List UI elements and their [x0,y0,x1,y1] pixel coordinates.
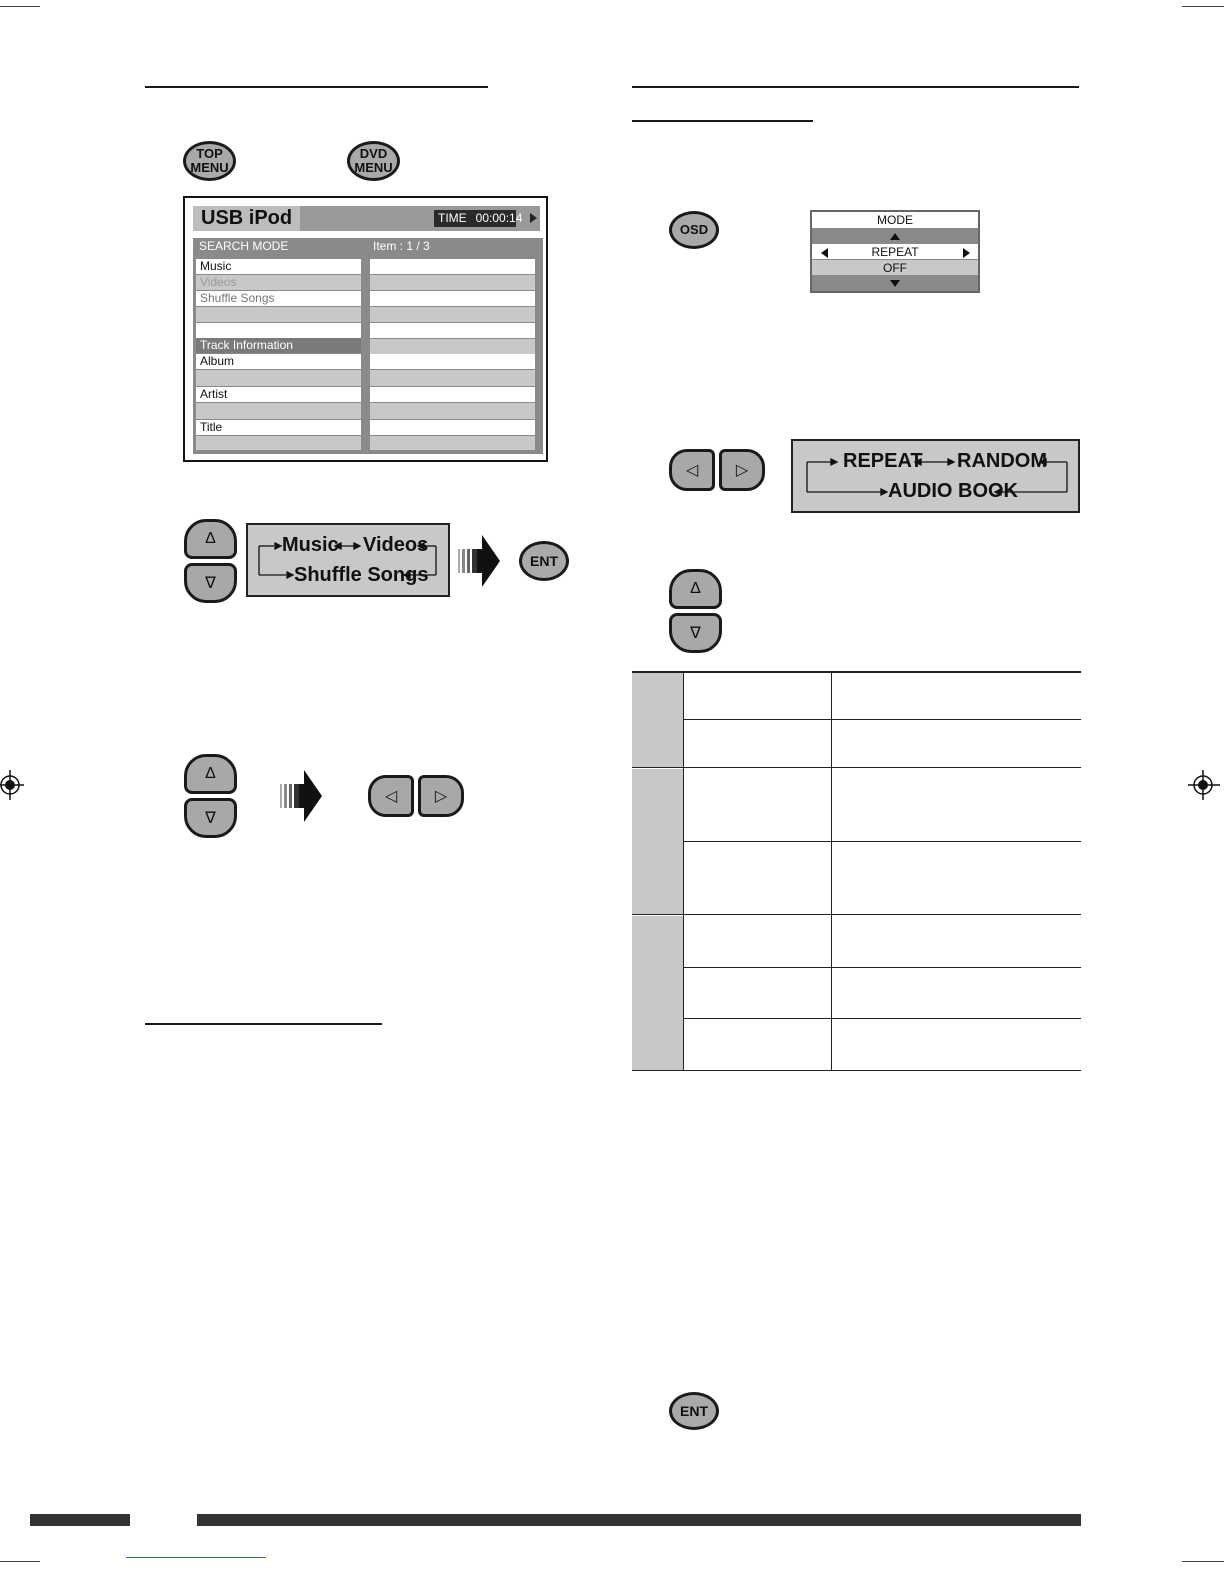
left-button[interactable] [368,775,414,817]
table-row-line [683,841,1081,842]
top-menu-button[interactable] [183,141,236,181]
down-button[interactable] [184,563,237,603]
right-section-rule [632,86,1079,88]
top-menu-label-2: MENU [190,160,229,175]
ent-label: ENT [680,1403,708,1419]
ent-label: ENT [530,553,558,569]
track-field-artist: Artist [196,387,361,402]
empty-row [196,403,361,419]
track-field-title: Title [196,420,361,435]
search-item-music[interactable]: Music [196,259,361,274]
cycle-item-repeat: REPEAT [843,450,923,472]
left-lower-section-rule [145,1023,382,1025]
crop-mark [0,6,40,7]
time-value: 00:00:14 [475,211,523,225]
search-mode-label: SEARCH MODE [199,239,289,253]
right-button[interactable] [418,775,464,817]
registration-mark-left [0,768,26,802]
down-arrow-icon: ∇ [690,625,701,642]
mode-value: OFF [812,260,978,275]
up-arrow-icon: Δ [205,530,216,547]
table-group-cell [632,769,683,914]
right-subsection-rule [632,120,813,122]
up-arrow-icon: Δ [205,765,216,782]
mode-selected-row[interactable] [812,244,978,259]
down-button[interactable] [669,613,722,653]
cycle-item-shuffle-songs: Shuffle Songs [294,564,429,586]
next-step-arrow-icon [280,770,324,822]
left-arrow-icon: ◁ [685,462,699,479]
result-row [370,370,535,386]
empty-row [196,436,361,450]
right-triangle-icon[interactable] [962,248,970,258]
result-row [370,420,535,435]
result-row [370,307,535,322]
table-col-line [683,673,684,1070]
table-row-line [632,914,1081,915]
result-row [370,259,535,274]
mode-cycle [791,439,1080,513]
up-arrow-icon: Δ [690,580,701,597]
cycle-item-audio-book: AUDIO BOOK [888,480,1018,502]
item-count: Item : 1 / 3 [373,239,430,253]
up-triangle-icon [890,233,900,241]
ent-button[interactable] [669,1392,719,1430]
mode-popup [810,210,980,293]
right-button[interactable] [719,449,765,491]
screen-header [193,206,540,231]
down-triangle-icon [890,280,900,288]
screen-body [193,238,543,454]
table-row-line [683,967,1081,968]
empty-row [196,370,361,386]
left-section-rule [145,86,488,88]
left-triangle-icon[interactable] [821,248,829,258]
track-info-header: Track Information [196,338,361,353]
table-group-cell [632,916,683,1070]
result-row [370,339,535,354]
mode-scroll-up[interactable] [812,229,978,243]
right-arrow-icon: ▷ [735,462,749,479]
time-label: TIME [438,211,467,225]
table-bottom-rule [632,1070,1081,1071]
cycle-item-music: Music [282,534,339,556]
crop-mark [1182,1561,1224,1562]
result-row [370,323,535,338]
mode-header: MODE [812,212,978,228]
cycle-item-videos: Videos [363,534,429,556]
search-mode-cycle [246,523,450,597]
search-item-videos[interactable]: Videos [196,275,361,290]
time-display [434,210,523,227]
dvd-menu-label-2: MENU [354,160,393,175]
up-button[interactable] [184,754,237,794]
crop-mark [1182,6,1224,7]
dvd-menu-button[interactable] [347,141,400,181]
table-row-line [683,1018,1081,1019]
footer-link-line [126,1557,266,1558]
screen-title: USB iPod [193,206,300,231]
table-row-line [683,719,1081,720]
result-row [370,354,535,369]
search-item-shuffle-songs[interactable]: Shuffle Songs [196,291,361,306]
down-arrow-icon: ∇ [205,810,216,827]
dvd-menu-label-1: DVD [359,146,388,161]
result-row [370,403,535,419]
result-row [370,291,535,306]
table-top-rule [632,671,1081,673]
mode-selected: REPEAT [871,245,919,259]
right-arrow-icon: ▷ [434,788,448,805]
cycle-item-random: RANDOM [957,450,1047,472]
table-group-cell [632,673,683,767]
up-button[interactable] [669,569,722,609]
play-icon [530,213,537,223]
osd-label: OSD [679,222,709,237]
ent-button[interactable] [519,541,569,581]
result-row [370,436,535,450]
registration-mark-right [1186,768,1220,802]
empty-row [196,307,361,322]
down-button[interactable] [184,798,237,838]
next-step-arrow-icon [458,535,502,587]
mode-scroll-down[interactable] [812,276,978,290]
empty-row [196,323,361,338]
table-row-line [632,767,1081,768]
result-row [370,275,535,290]
left-arrow-icon: ◁ [384,788,398,805]
table-col-line [831,673,832,1070]
usb-ipod-screen [183,196,548,462]
down-arrow-icon: ∇ [205,575,216,592]
left-button[interactable] [669,449,715,491]
footer-bar-left [30,1514,130,1526]
result-row [370,387,535,402]
top-menu-label-1: TOP [196,146,223,161]
osd-button[interactable] [669,211,719,249]
track-field-album: Album [196,354,361,369]
up-button[interactable] [184,519,237,559]
crop-mark [0,1561,40,1562]
footer-bar-right [197,1514,1081,1526]
